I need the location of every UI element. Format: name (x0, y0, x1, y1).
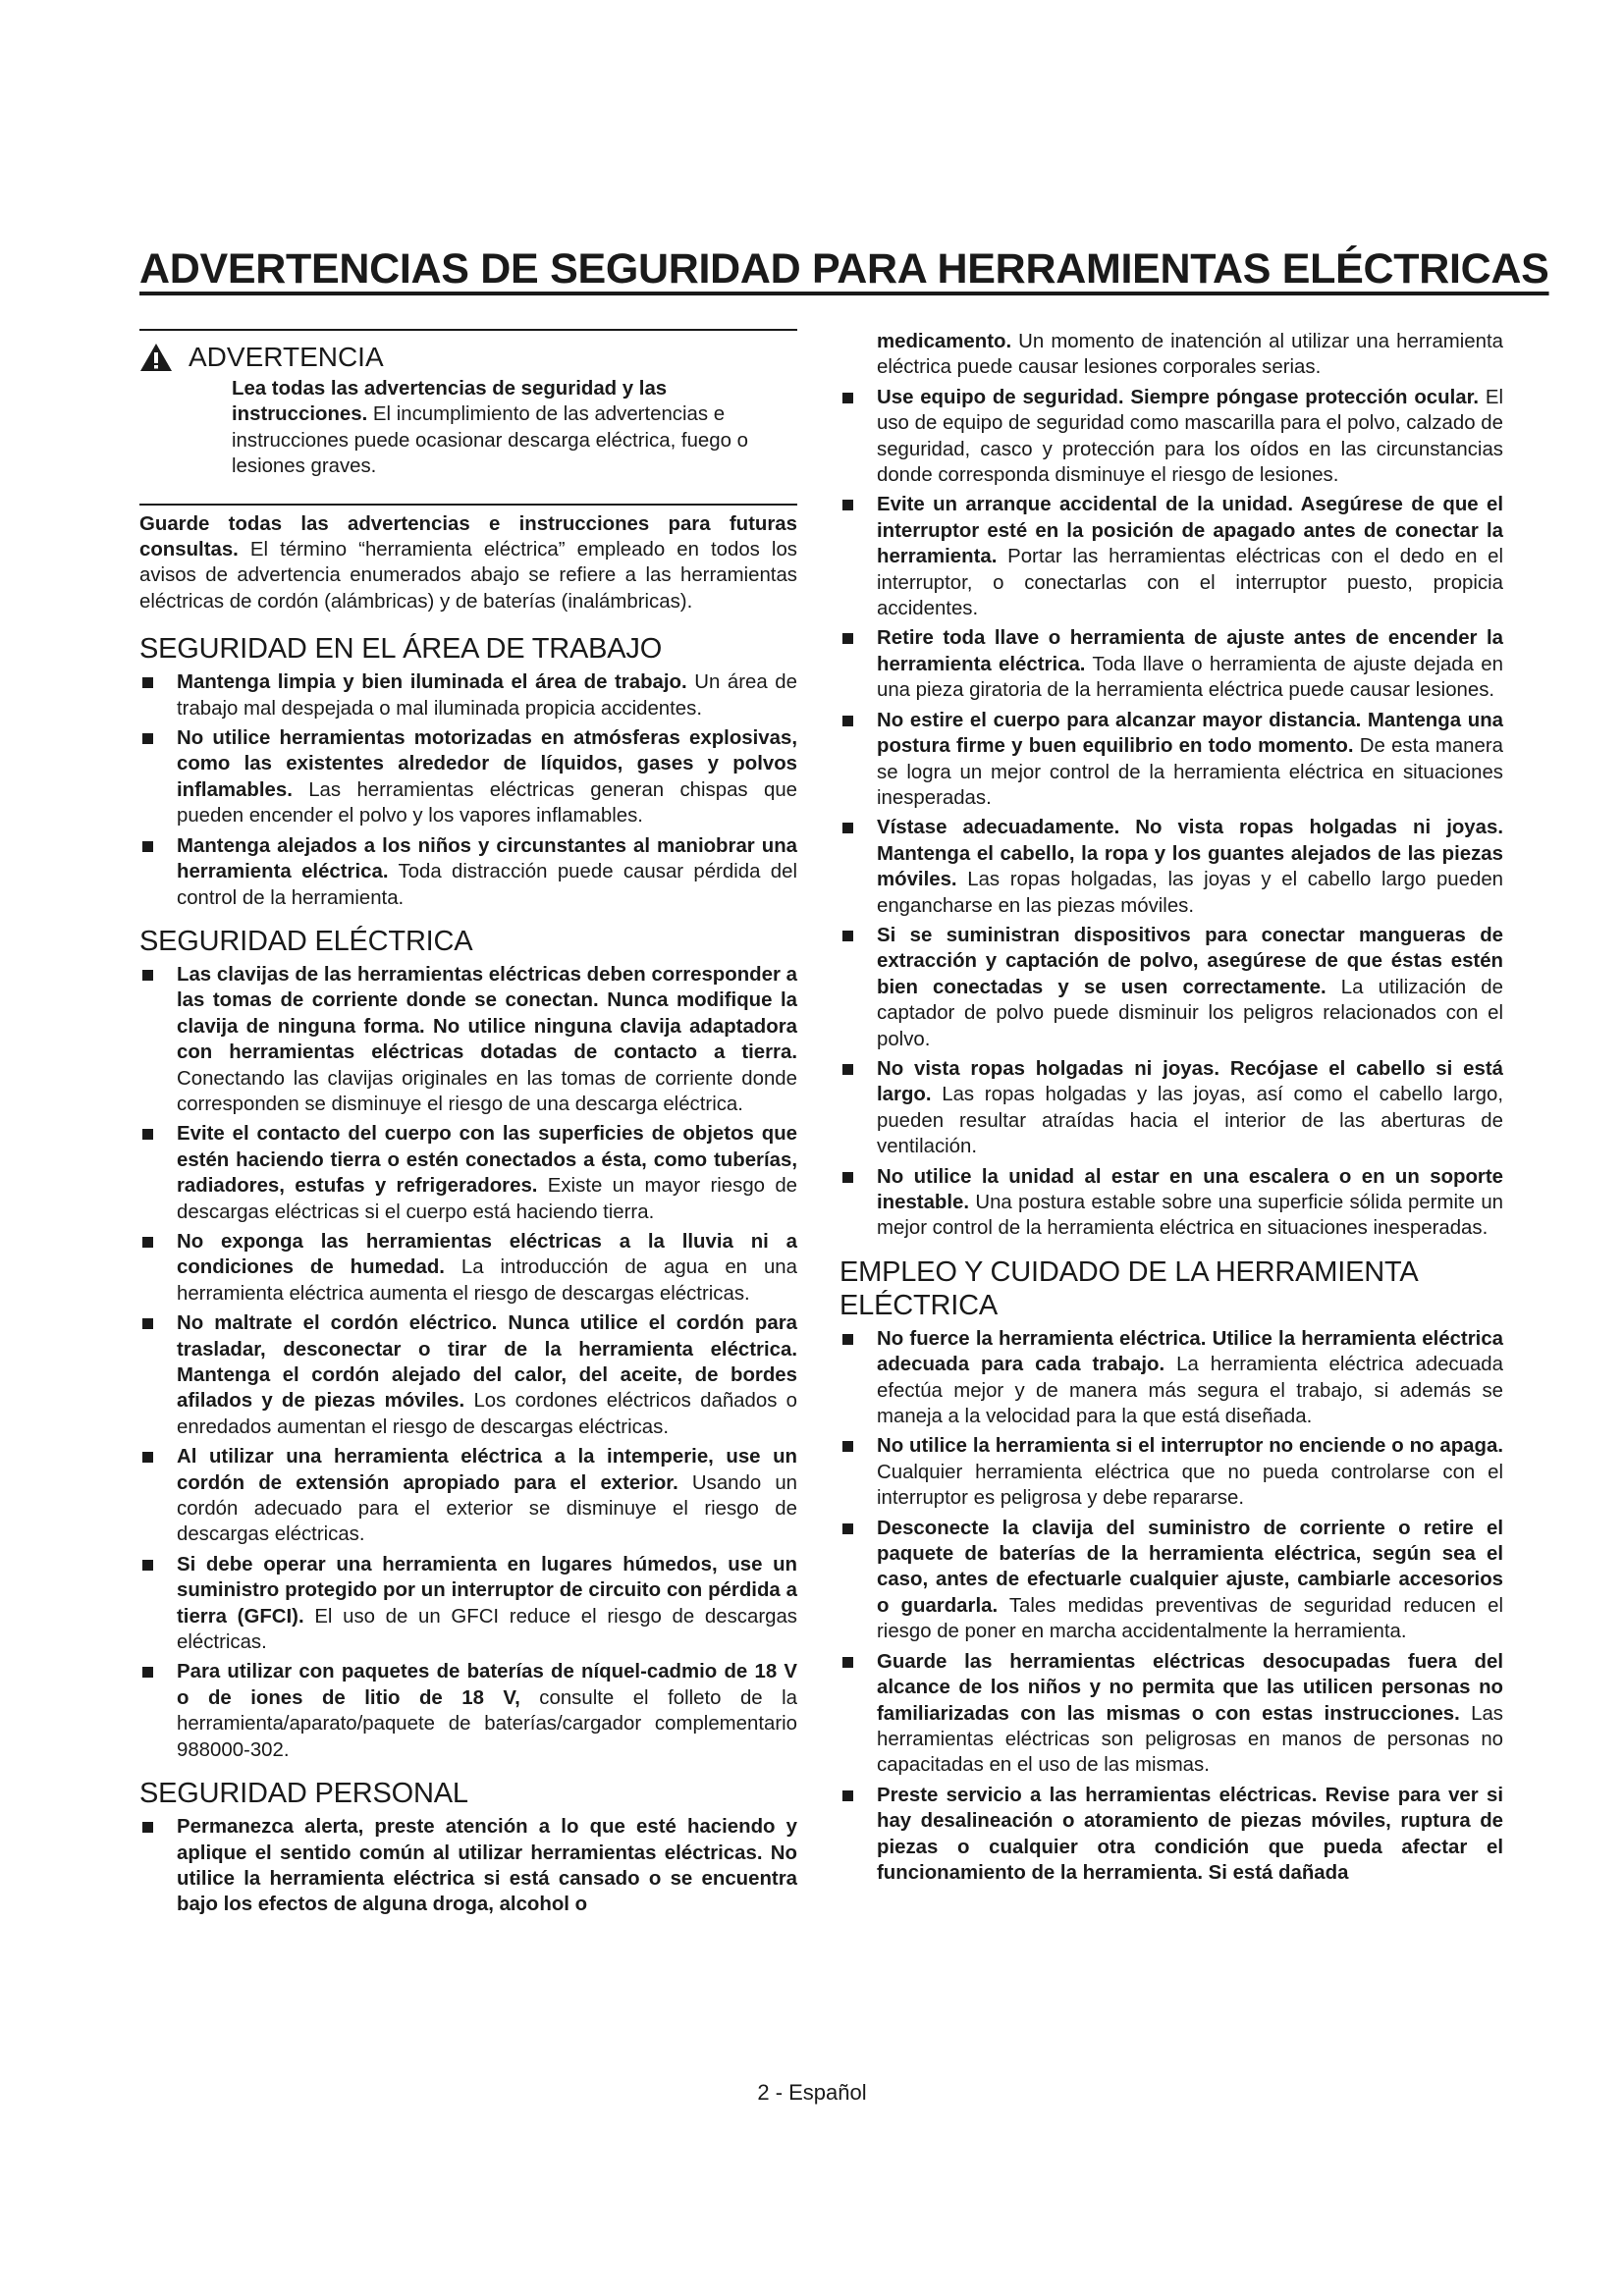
warning-box (139, 331, 797, 480)
intro-paragraph: Guarde todas las advertencias e instrucciones para futuras consultas. El término “herramienta eléctrica” empleado en todos los avisos de advertencia enumerados abajo se refiere a las herramientas eléctricas de cordón (alámbricas) y de baterías (inalámbricas). (139, 512, 797, 613)
divider (139, 504, 797, 506)
list-item: Al utilizar una herramienta eléctrica a la intemperie, use un cordón de extensión apropiado para el exterior. Usando un cordón adecuado para el exterior se disminuye el riesgo de descargas eléctricas. (139, 1444, 797, 1548)
list-item: No utilice herramientas motorizadas en atmósferas explosivas, como las existentes alrededor de líquidos, gases y polvos inflamables. Las herramientas eléctricas generan chispas que pueden encender el polvo y los vapores inflamables. (139, 725, 797, 829)
list-item: Use equipo de seguridad. Siempre póngase protección ocular. El uso de equipo de seguridad como mascarilla para el polvo, calzado de seguridad, casco y protección para los oídos en las circunstancias donde corresponda disminuye el riesgo de lesiones. (839, 385, 1503, 489)
warning-heading: ADVERTENCIA (189, 341, 384, 372)
use-care-list (839, 1326, 1503, 1887)
list-item: No utilice la unidad al estar en una escalera o en un soporte inestable. Una postura estable sobre una superficie sólida permite un mejor control de la herramienta eléctrica en situaciones inesperadas. (839, 1164, 1503, 1242)
list-item: Preste servicio a las herramientas eléctricas. Revise para ver si hay desalineación o atoramiento de piezas móviles, ruptura de piezas o cualquier otra condición que pueda afectar el funcionamiento de la herramienta. Si está dañada (839, 1783, 1503, 1887)
electrical-list (139, 962, 797, 1763)
list-item: No vista ropas holgadas ni joyas. Recójase el cabello si está largo. Las ropas holgadas y las joyas, así como el cabello largo, pueden resultar atraídas hacia el interior de las aberturas de ventilación. (839, 1056, 1503, 1160)
personal-list-continued (839, 329, 1503, 1242)
list-item: No maltrate el cordón eléctrico. Nunca utilice el cordón para trasladar, desconectar o tirar de la herramienta eléctrica. Mantenga el cordón alejado del calor, del aceite, de bordes afilados y de piezas móviles. Los cordones eléctricos dañados o enredados aumentan el riesgo de descargas eléctricas. (139, 1310, 797, 1440)
section-heading-personal: SEGURIDAD PERSONAL (139, 1778, 468, 1810)
section-heading-use-care: EMPLEO Y CUIDADO DE LA HERRAMIENTA ELÉCTRICA (839, 1255, 1417, 1321)
list-item-continued: medicamento. Un momento de inatención al utilizar una herramienta eléctrica puede causar lesiones corporales serias. (877, 331, 1503, 379)
list-item: Mantenga limpia y bien iluminada el área de trabajo. Un área de trabajo mal despejada o mal iluminada propicia accidentes. (139, 669, 797, 721)
list-item: Vístase adecuadamente. No vista ropas holgadas ni joyas. Mantenga el cabello, la ropa y los guantes alejados de las piezas móviles. Las ropas holgadas, las joyas y el cabello largo pueden engancharse en las piezas móviles. (839, 815, 1503, 919)
list-item: Para utilizar con paquetes de baterías de níquel-cadmio de 18 V o de iones de litio de 18 V, consulte el folleto de la herramienta/aparato/paquete de baterías/cargador complementario 988000-302. (139, 1659, 797, 1763)
list-item: Si se suministran dispositivos para conectar mangueras de extracción y captación de polvo, asegúrese de que éstas estén bien conectadas y se usen correctamente. La utilización de captador de polvo puede disminuir los peligros relacionados con el polvo. (839, 923, 1503, 1052)
page-footer: 2 - Español (757, 2080, 867, 2105)
list-item: No utilice la herramienta si el interruptor no enciende o no apaga. Cualquier herramienta eléctrica que no pueda controlarse con el interruptor es peligrosa y debe repararse. (839, 1433, 1503, 1511)
list-item: Las clavijas de las herramientas eléctricas deben corresponder a las tomas de corriente donde se conectan. Nunca modifique la clavija de ninguna forma. No utilice ninguna clavija adaptadora con herramientas eléctricas dotadas de contacto a tierra. Conectando las clavijas originales en las tomas de corriente donde corresponden se disminuye el riesgo de una descarga eléctrica. (139, 962, 797, 1117)
warning-triangle-icon (139, 343, 173, 372)
right-column (839, 329, 1503, 1899)
list-item: Guarde las herramientas eléctricas desocupadas fuera del alcance de los niños y no permita que las utilicen personas no familiarizadas con las mismas o con estas instrucciones. Las herramientas eléctricas son peligrosas en manos de personas no capacitadas en el uso de las mismas. (839, 1649, 1503, 1779)
list-item: Si debe operar una herramienta en lugares húmedos, use un suministro protegido por un interruptor de circuito con pérdida a tierra (GFCI). El uso de un GFCI reduce el riesgo de descargas eléctricas. (139, 1552, 797, 1656)
warning-text: Lea todas las advertencias de seguridad y las instrucciones. El incumplimiento de las advertencias e instrucciones puede ocasionar descarga eléctrica, fuego o lesiones graves. (232, 378, 748, 478)
list-item: Evite el contacto del cuerpo con las superficies de objetos que estén haciendo tierra o estén conectados a ésta, como tuberías, radiadores, estufas y refrigeradores. Existe un mayor riesgo de descargas eléctricas si el cuerpo está haciendo tierra. (139, 1121, 797, 1225)
left-column (139, 329, 797, 1932)
list-item: Mantenga alejados a los niños y circunstantes al maniobrar una herramienta eléctrica. Toda distracción puede causar pérdida del control de la herramienta. (139, 833, 797, 911)
list-item: No fuerce la herramienta eléctrica. Utilice la herramienta eléctrica adecuada para cada trabajo. La herramienta eléctrica adecuada efectúa mejor y de manera más segura el trabajo, si además se maneja a la velocidad para la que está diseñada. (839, 1326, 1503, 1430)
page-title: ADVERTENCIAS DE SEGURIDAD PARA HERRAMIENTAS ELÉCTRICAS (139, 245, 1549, 293)
work-area-list (139, 669, 797, 911)
warning-header (139, 339, 797, 376)
personal-list (139, 1814, 797, 1918)
list-item: Permanezca alerta, preste atención a lo que esté haciendo y aplique el sentido común al utilizar herramientas eléctricas. No utilice la herramienta eléctrica si está cansado o se encuentra bajo los efectos de alguna droga, alcohol o (139, 1814, 797, 1918)
list-item: Retire toda llave o herramienta de ajuste antes de encender la herramienta eléctrica. Toda llave o herramienta de ajuste dejada en una pieza giratoria de la herramienta eléctrica puede causar lesiones. (839, 625, 1503, 703)
list-item: No estire el cuerpo para alcanzar mayor distancia. Mantenga una postura firme y buen equilibrio en todo momento. De esta manera se logra un mejor control de la herramienta eléctrica en situaciones inesperadas. (839, 708, 1503, 812)
list-item: No exponga las herramientas eléctricas a la lluvia ni a condiciones de humedad. La introducción de agua en una herramienta eléctrica aumenta el riesgo de descargas eléctricas. (139, 1229, 797, 1307)
section-heading-work-area: SEGURIDAD EN EL ÁREA DE TRABAJO (139, 633, 663, 666)
list-item: Desconecte la clavija del suministro de corriente o retire el paquete de baterías de la herramienta eléctrica, según sea el caso, antes de efectuarle cualquier ajuste, cambiarle accesorios o guardarla. Tales medidas preventivas de seguridad reducen el riesgo de poner en marcha accidentalmente la herramienta. (839, 1516, 1503, 1645)
section-heading-electrical: SEGURIDAD ELÉCTRICA (139, 925, 473, 957)
list-item: Evite un arranque accidental de la unidad. Asegúrese de que el interruptor esté en la posición de apagado antes de conectar la herramienta. Portar las herramientas eléctricas con el dedo en el interruptor, o conectarlas con el interruptor puesto, propicia accidentes. (839, 492, 1503, 621)
